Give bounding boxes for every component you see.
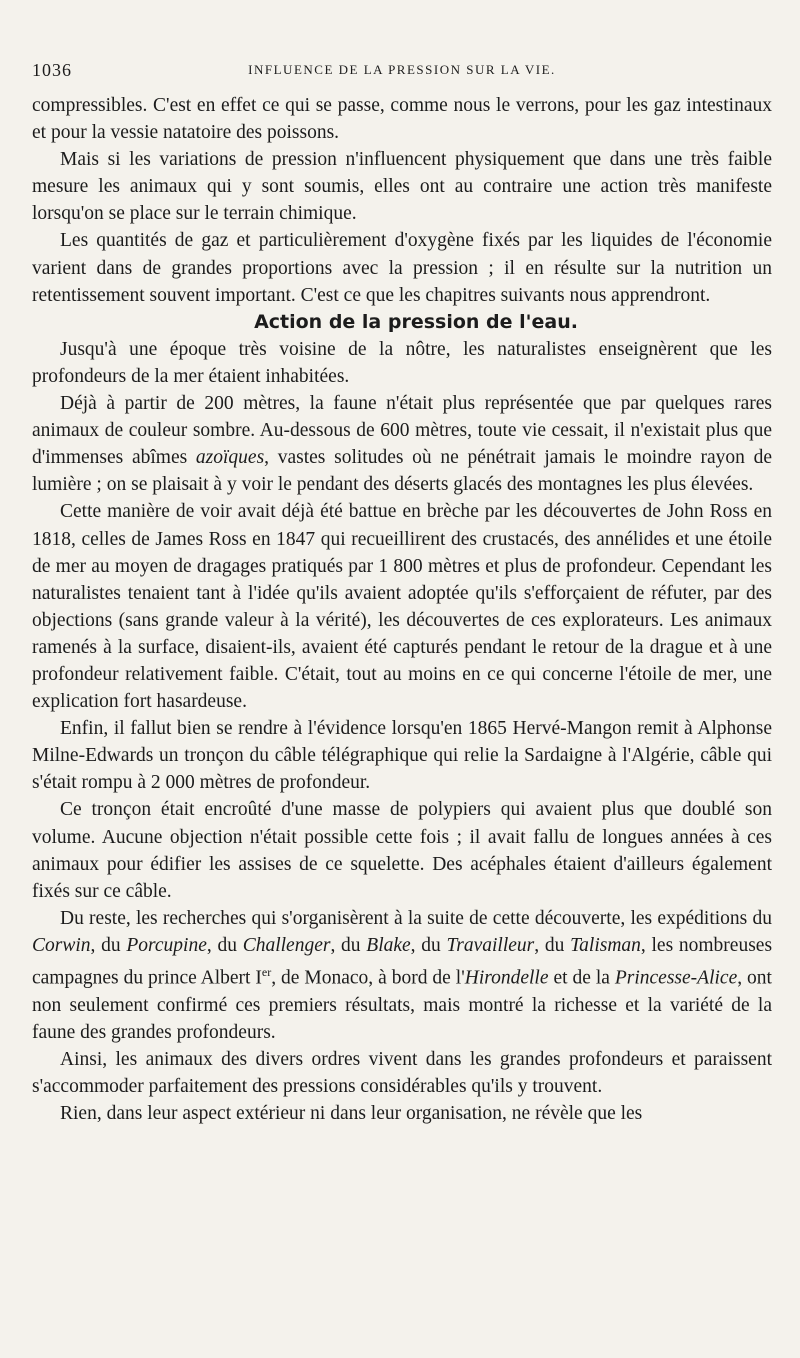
section-title: Action de la pression de l'eau.: [254, 310, 578, 333]
superscript: er: [261, 965, 272, 979]
ship-name: Hirondelle: [464, 967, 549, 989]
italic-term: azoïques: [195, 447, 265, 469]
text-run: , du: [410, 934, 447, 956]
paragraph: Enfin, il fallut bien se rendre à l'évidence lorsqu'en 1865 Hervé-Mangon remit à Alphonse Milne-Edwards un tronçon du câble télégraphique qui relie la Sardaigne à l'Algérie, câble qui s'était rompu à 2 000 mètres de profondeur.: [32, 718, 772, 794]
paragraph: Cette manière de voir avait déjà été battue en brèche par les découvertes de John Ross en 1818, celles de James Ross en 1847 qui recueillirent des crustacés, des annélides et une étoile de mer au moyen de dragages pratiqués par 1 800 mètres et plus de profondeur. Cependant les naturalistes tenaient tant à l'idée qu'ils avaient adoptée qu'ils s'efforçaient de réfuter, par des objections (sans grande valeur à la vérité), les découvertes de ces explorateurs. Les animaux ramenés à la surface, disaient-ils, avaient été capturés pendant le retour de la drague et à une profondeur relativement faible. C'était, tout au moins en ce qui concerne l'étoile de mer, une explication fort hasardeuse.: [32, 501, 772, 713]
paragraph: Rien, dans leur aspect extérieur ni dans leur organisation, ne révèle que les: [60, 1102, 643, 1124]
ship-name: Princesse-Alice: [614, 967, 738, 989]
text-run: et de la: [548, 967, 615, 989]
text-run: Du reste, les recherches qui s'organisèrent à la suite de cette découverte, les expéditions du: [60, 907, 772, 929]
ship-name: Challenger: [242, 934, 331, 956]
text-run: , du: [206, 934, 243, 956]
paragraph: [32, 390, 772, 498]
ship-name: Travailleur: [446, 934, 535, 956]
paragraph: [32, 905, 772, 1046]
document-page: [32, 0, 772, 1358]
text-run: , du: [534, 934, 571, 956]
paragraph: Les quantités de gaz et particulièrement d'oxygène fixés par les liquides de l'économie varient dans de grandes proportions avec la pression ; il en résulte sur la nutrition un retentissement souvent important. C'est ce que les chapitres suivants nous apprendront.: [32, 230, 772, 306]
text-run: , de Monaco, à bord de l': [271, 967, 465, 989]
text-run: , vastes solitudes où ne pénétrait jamais le moindre rayon de lumière ; on se plaisait à y voir le pendant des déserts glacés des montagnes les plus élevées.: [32, 447, 772, 496]
paragraph: Mais si les variations de pression n'influencent physiquement que dans une très faible mesure les animaux qui y sont soumis, elles ont au contraire une action très manifeste lorsqu'on se place sur le terrain chimique.: [32, 149, 772, 225]
ship-name: Porcupine: [126, 934, 207, 956]
body-text: [32, 92, 772, 1127]
running-title: INFLUENCE DE LA PRESSION SUR LA VIE.: [248, 62, 556, 77]
paragraph: Jusqu'à une époque très voisine de la nôtre, les naturalistes enseignèrent que les profondeurs de la mer étaient inhabitées.: [32, 338, 772, 387]
ship-name: Corwin: [32, 934, 91, 956]
text-run: , les nombreuses campagnes du prince Albert I: [32, 934, 773, 989]
text-run: , du: [330, 934, 367, 956]
text-run: Déjà à partir de 200 mètres, la faune n'était plus représentée que par quelques rares animaux de couleur sombre. Au-dessous de 600 mètres, toute vie cessait, il n'existait plus que d'immenses abîmes: [32, 393, 772, 469]
text-run: , du: [90, 934, 127, 956]
page-header: [32, 60, 772, 84]
ship-name: Blake: [366, 934, 411, 956]
text-run: , ont non seulement confirmé ces premiers résultats, mais montré la richesse et la variété de la faune des grandes profondeurs.: [32, 967, 772, 1043]
page-number: 1036: [32, 60, 72, 80]
paragraph: compressibles. C'est en effet ce qui se passe, comme nous le verrons, pour les gaz intestinaux et pour la vessie natatoire des poissons.: [32, 95, 772, 144]
paragraph: Ce tronçon était encroûté d'une masse de polypiers qui avaient plus que doublé son volume. Aucune objection n'était possible cette fois ; il avait fallu de longues années à ces animaux pour édifier les assises de ce squelette. Des acéphales étaient d'ailleurs également fixés sur ce câble.: [32, 799, 772, 902]
paragraph: Ainsi, les animaux des divers ordres vivent dans les grandes profondeurs et paraissent s'accommoder parfaitement des pressions considérables qu'ils y trouvent.: [32, 1048, 772, 1097]
ship-name: Talisman: [570, 934, 641, 956]
